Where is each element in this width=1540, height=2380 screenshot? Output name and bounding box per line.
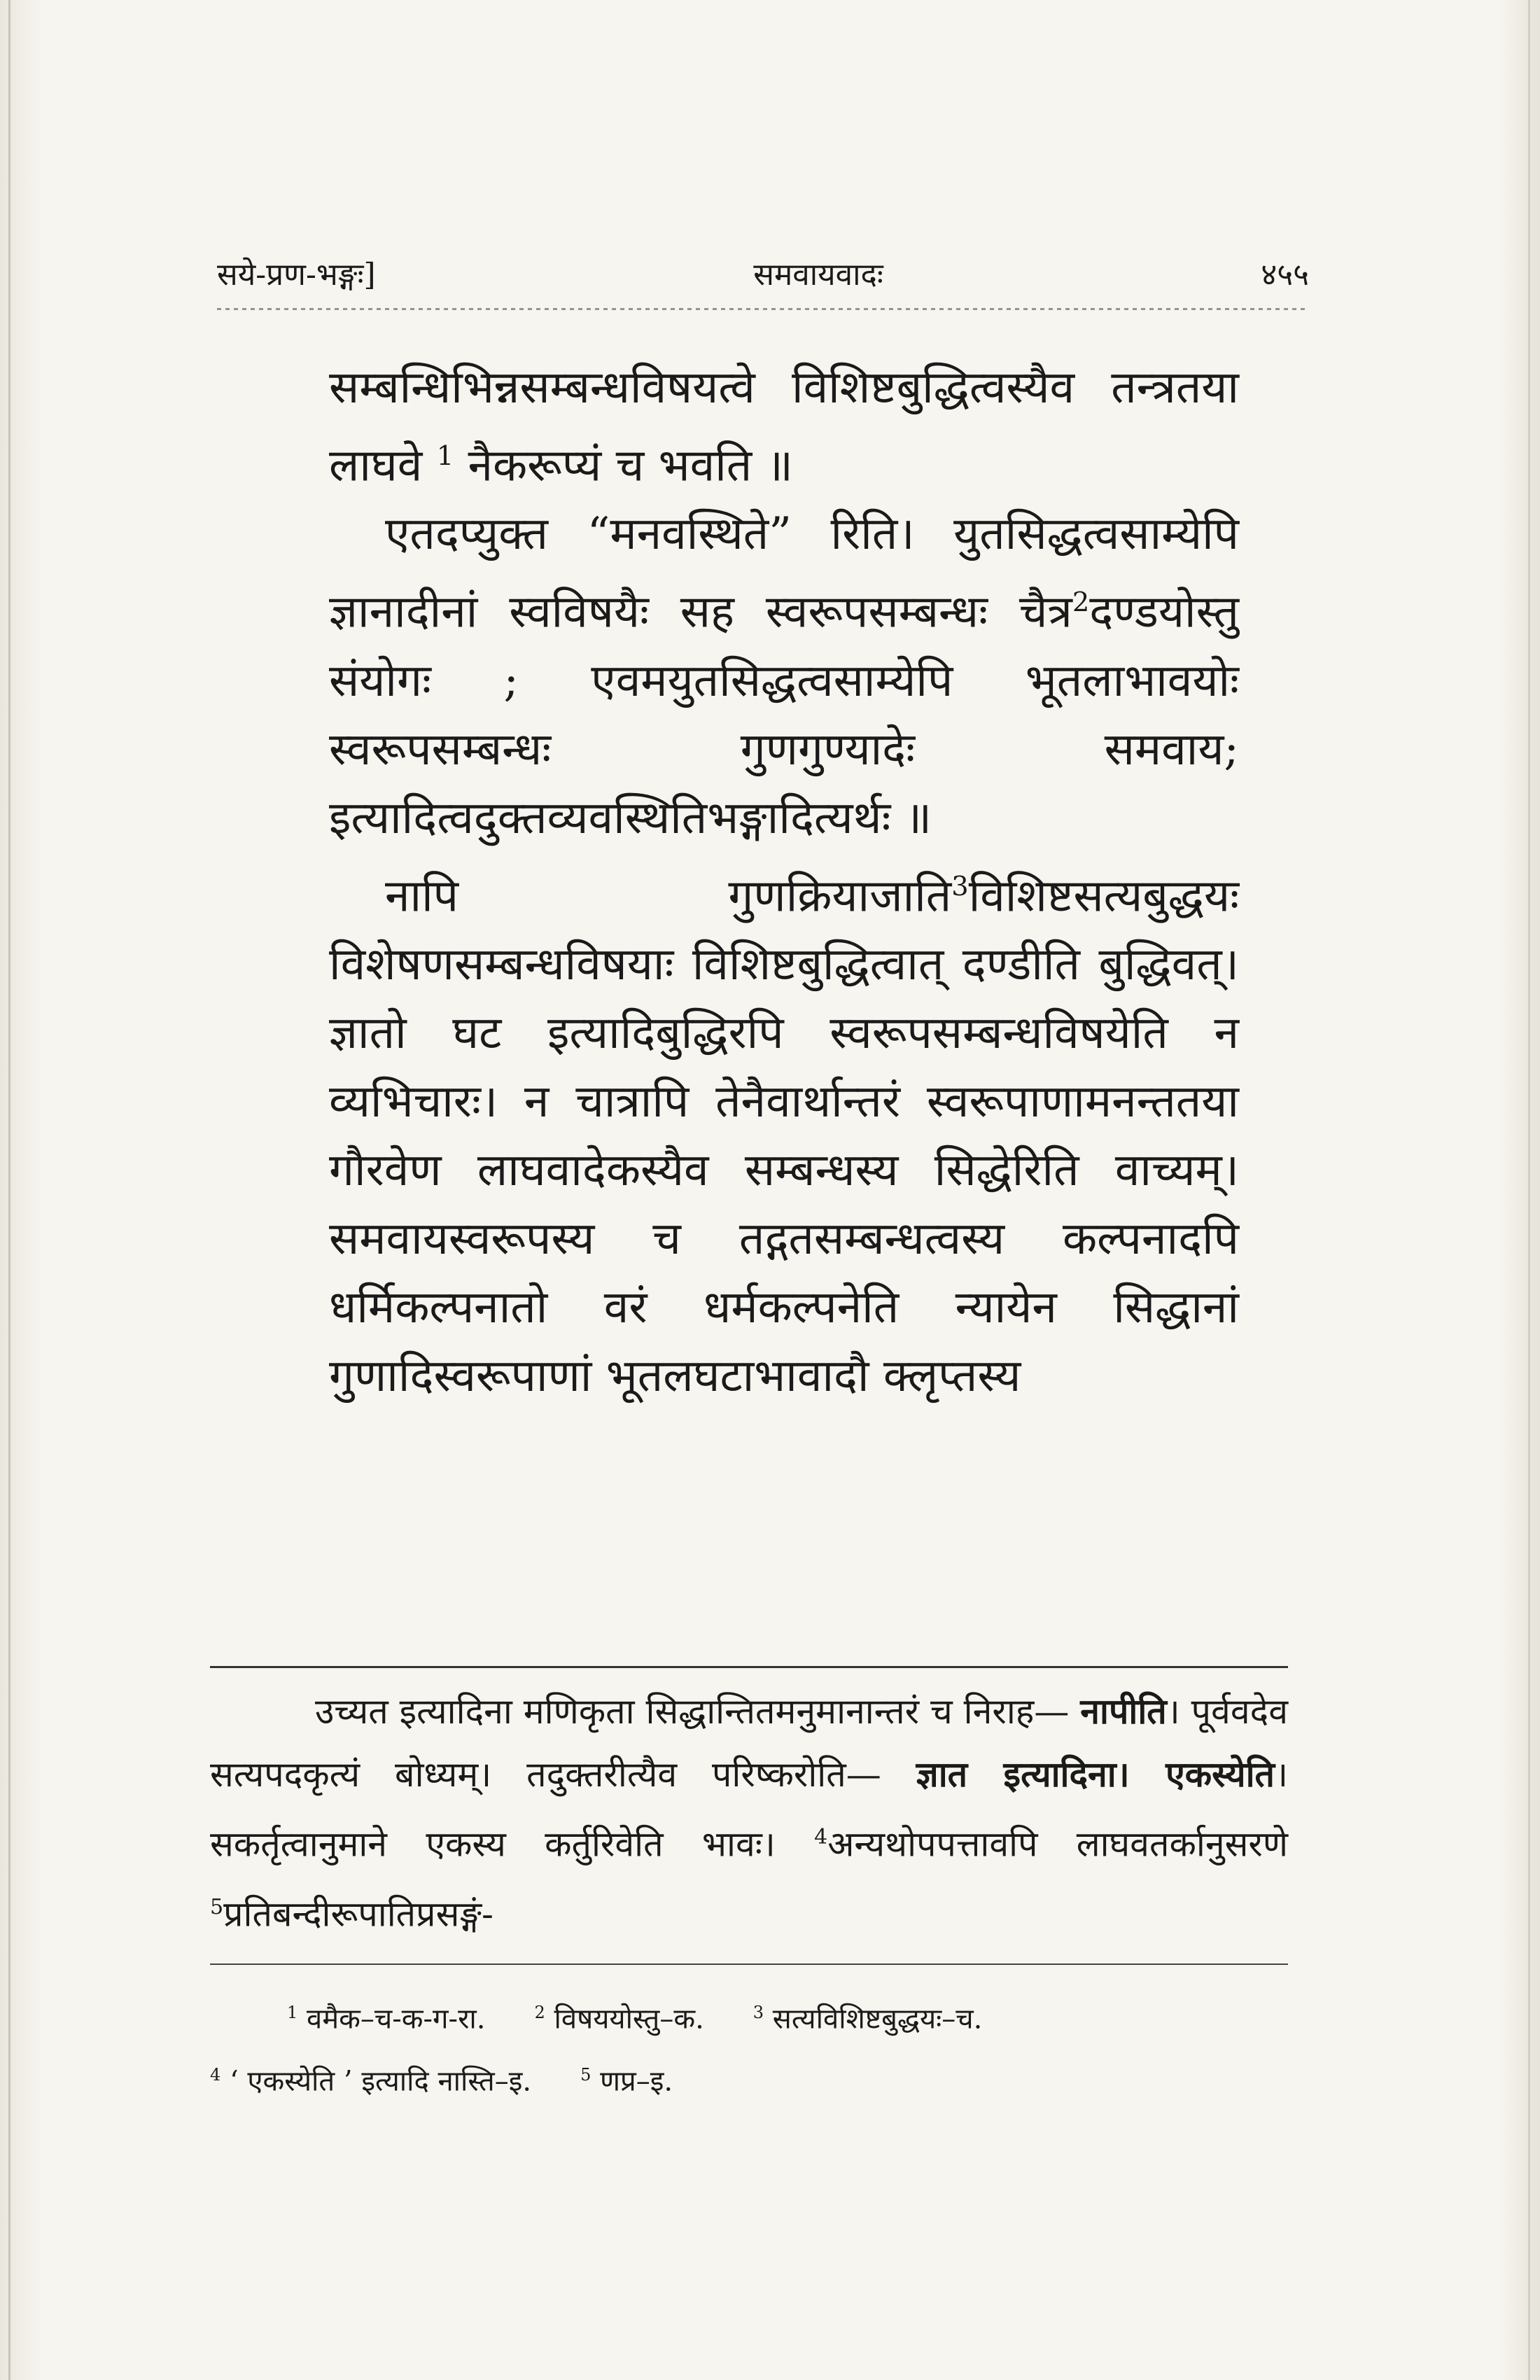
footnote: $^5$ णप्र–इ. (580, 2065, 673, 2098)
footnote-divider (210, 1963, 1288, 1965)
commentary (210, 1680, 1288, 1945)
footnote: $^1$ वमैक–च-क-ग-रा. (287, 2003, 486, 2036)
binding-edge (8, 0, 10, 2380)
commentary-divider (210, 1666, 1288, 1668)
paragraph-1: सम्बन्धिभिन्नसम्बन्धविषयत्वे विशिष्टबुद्धित्वस्यैव तन्त्रतया लाघवे $^1$ नैकरूप्यं च भवति ॥ (329, 362, 1239, 492)
header-left: सये-प्रण-भङ्गः] (217, 257, 376, 293)
page-number: ४५५ (1261, 257, 1309, 293)
footnote-ref-5: 5 (210, 1894, 224, 1919)
footnote: $^2$ विषययोस्तु–क. (534, 2003, 704, 2036)
header-title: समवायवादः (753, 257, 883, 293)
running-header (217, 241, 1309, 304)
paragraph-3: नापि गुणक्रियाजाति$^3$विशिष्टसत्यबुद्धयः विशेषणसम्बन्धविषयाः विशिष्टबुद्धित्वात् दण्डीति बुद्धिवत्। ज्ञातो घट इत्यादिबुद्धिरपि स्वरूपसम्बन्धविषयेति न व्यभिचारः। न चात्रापि तेनैवार्थान्तरं स्वरूपाणामनन्ततया गौरवेण लाघवादेकस्यैव सम्बन्धस्य सिद्धेरिति वाच्यम्। समवायस्वरूपस्य च तद्गतसम्बन्धत्वस्य कल्पनादपि धर्मिकल्पनातो वरं धर्मकल्पनेति न्यायेन सिद्धानां गुणादिस्वरूपाणां भूतलघटाभावादौ क्लृप्तस्य (329, 869, 1239, 1402)
header-rule (217, 308, 1309, 310)
footnote-row (210, 1984, 1288, 2047)
footnote-ref-3: 3 (951, 870, 969, 902)
footnote: $^3$ सत्यविशिष्टबुद्धयः–च. (752, 2003, 983, 2036)
commentary-text: उच्यत इत्यादिना मणिकृता सिद्धान्तितमनुमानान्तरं च निराह— नापीति। पूर्ववदेव सत्यपदकृत्यं बोध्यम्। तदुक्तरीत्यैव परिष्करोति— ज्ञात इत्यादिना। एकस्येति। सकर्तृत्वानुमाने एकस्य कर्तुरिवेति भावः। $^4$अन्यथोपपत्तावपि लाघवतर्कानुसरणे $^5$प्रतिबन्दीरूपातिप्रसङ्गं- (210, 1690, 1289, 1935)
footnote-ref-4: 4 (814, 1825, 828, 1849)
footnote: $^4$ ‘ एकस्येति ’ इत्यादि नास्ति–इ. (210, 2065, 532, 2098)
commentary-lemma-2: ज्ञात इत्यादिना। एकस्येति (916, 1754, 1275, 1795)
footnote-ref-2: 2 (1072, 587, 1090, 619)
commentary-lemma-1: नापीति (1080, 1690, 1167, 1732)
footnotes (210, 1984, 1288, 2110)
main-text (329, 354, 1239, 1410)
footnote-row (210, 2047, 1288, 2109)
page-edge (1528, 0, 1530, 2380)
footnote-ref-1: 1 (436, 440, 454, 472)
paragraph-2: एतदप्युक्त “मनवस्थिते” रिति। युतसिद्धत्वसाम्येपि ज्ञानादीनां स्वविषयैः सह स्वरूपसम्बन्धः चैत्र$^2$दण्डयोस्तु संयोगः ; एवमयुतसिद्धत्वसाम्येपि भूतलाभावयोः स्वरूपसम्बन्धः गुणगुण्यादेः समवाय; इत्यादित्वदुक्तव्यवस्थितिभङ्गादित्यर्थः ॥ (329, 508, 1239, 844)
